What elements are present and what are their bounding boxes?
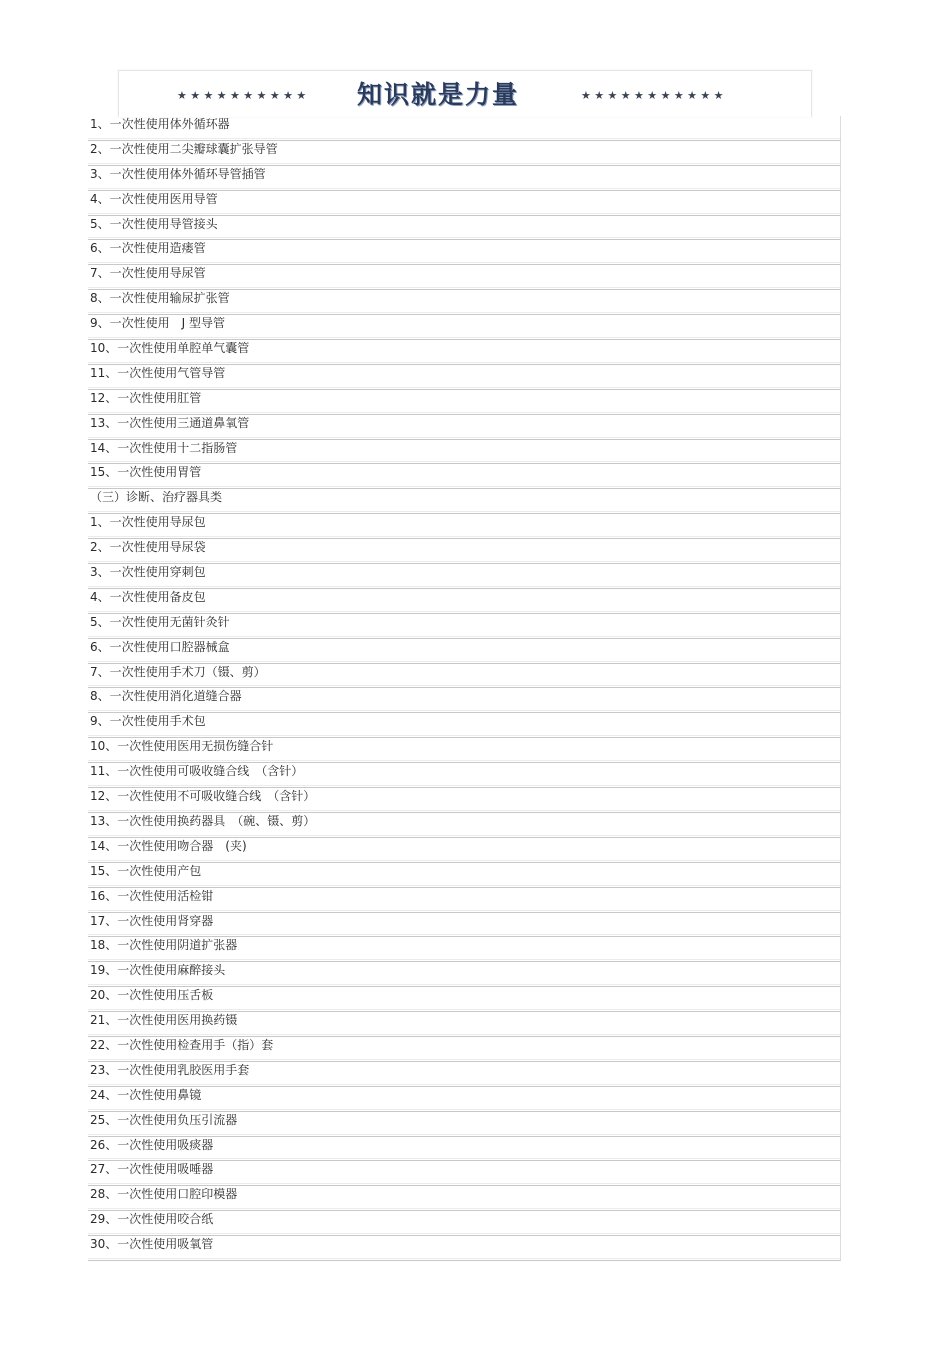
list-item-text: 1、一次性使用体外循环器 [90,117,230,131]
list-item-text: 11、一次性使用可吸收缝合线 （含针） [90,764,304,779]
list-item [88,888,841,913]
list-item [88,464,841,489]
list-item [88,1012,841,1037]
list-item-text: 20、一次性使用压舌板 [90,988,214,1003]
list-item-text: 9、一次性使用手术包 [90,714,206,729]
list-item [88,738,841,763]
list-item [88,639,841,664]
list-item-text: 16、一次性使用活检钳 [90,888,214,903]
list-item-text: 27、一次性使用吸唾器 [90,1162,214,1177]
list-item-text: 5、一次性使用无菌针灸针 [90,614,230,629]
list-item [88,290,841,315]
stars-left-decoration: ★★★★★★★★★★ [177,89,310,102]
list-item-text: 15、一次性使用产包 [90,863,202,878]
list-item [88,1186,841,1211]
list-item-text: 2、一次性使用导尿袋 [90,540,206,555]
list-item-text: 22、一次性使用检查用手（指）套 [90,1037,274,1052]
list-item-text: 21、一次性使用医用换药镊 [90,1013,238,1028]
list-item [88,191,841,216]
list-item [88,564,841,589]
list-item [88,315,841,340]
list-item [88,614,841,639]
list-item-text: 9、一次性使用 J 型导管 [90,316,225,331]
list-item-text: 10、一次性使用单腔单气囊管 [90,341,250,356]
list-item [88,1112,841,1137]
list-item [88,1062,841,1087]
list-item-text: 24、一次性使用鼻镜 [90,1087,202,1102]
list-item [88,1137,841,1162]
list-item-text: （三）诊断、治疗器具类 [90,490,223,505]
list-item-text: 8、一次性使用输尿扩张管 [90,291,230,306]
list-item [88,987,841,1012]
list-item [88,240,841,265]
list-item-text: 28、一次性使用口腔印模器 [90,1187,238,1202]
list-item [88,1161,841,1186]
list-item-text: 14、一次性使用吻合器 (夹) [90,838,247,853]
list-item-text: 2、一次性使用二尖瓣球囊扩张导管 [90,141,278,156]
list-item-text: 19、一次性使用麻醉接头 [90,963,226,978]
list-item [88,141,841,166]
list-item [88,589,841,614]
list-item-text: 1、一次性使用导尿包 [90,515,206,530]
list-item [88,166,841,191]
list-item-text: 29、一次性使用咬合纸 [90,1212,214,1227]
list-item-text: 4、一次性使用医用导管 [90,191,218,206]
list-item [88,664,841,689]
list-item-text: 15、一次性使用胃管 [90,465,202,480]
list-item [88,1236,841,1261]
banner [118,70,812,117]
list-item [88,539,841,564]
list-item-text: 13、一次性使用三通道鼻氧管 [90,415,250,430]
list-item [88,863,841,888]
list-item [88,913,841,938]
list-item [88,763,841,788]
list-item [88,1087,841,1112]
list-item [88,216,841,241]
list-item [88,440,841,465]
list-item [88,415,841,440]
list-item-text: 13、一次性使用换药器具 （碗、镊、剪） [90,813,316,828]
list-item [88,265,841,290]
list-item-text: 26、一次性使用吸痰器 [90,1137,214,1152]
list-item [88,838,841,863]
list-item-text: 8、一次性使用消化道缝合器 [90,689,242,704]
list-item [88,340,841,365]
list-item [88,365,841,390]
list-item-text: 17、一次性使用肾穿器 [90,913,214,928]
list-item-text: 10、一次性使用医用无损伤缝合针 [90,739,274,754]
list-item-text: 6、一次性使用造瘘管 [90,241,206,256]
list-item-text: 11、一次性使用气管导管 [90,365,226,380]
list-item [88,390,841,415]
list-item-text: 14、一次性使用十二指肠管 [90,440,238,455]
list-item-text: 25、一次性使用负压引流器 [90,1112,238,1127]
list-item-text: 7、一次性使用导尿管 [90,266,206,281]
list-item-text: 3、一次性使用体外循环导管插管 [90,166,266,181]
list-item [88,688,841,713]
list-item-text: 12、一次性使用不可吸收缝合线 （含针） [90,789,316,804]
list-item [88,489,841,514]
list-item [88,788,841,813]
stars-right-decoration: ★★★★★★★★★★★ [581,89,727,102]
list-item [88,962,841,987]
list-item-text: 7、一次性使用手术刀（镊、剪） [90,664,266,679]
list-item [88,116,841,141]
list-item [88,1037,841,1062]
list-item-text: 12、一次性使用肛管 [90,390,202,405]
list-item-text: 23、一次性使用乳胶医用手套 [90,1062,250,1077]
list-item-text: 18、一次性使用阴道扩张器 [90,938,238,953]
list-item [88,1211,841,1236]
list-item [88,713,841,738]
list-item [88,937,841,962]
list-item [88,813,841,838]
list-item-text: 3、一次性使用穿刺包 [90,565,206,580]
list-item [88,514,841,539]
list-item-text: 30、一次性使用吸氧管 [90,1237,214,1252]
list-item-text: 6、一次性使用口腔器械盒 [90,639,230,654]
list-item-text: 5、一次性使用导管接头 [90,216,218,231]
banner-title: 知识就是力量 [357,80,520,109]
list-item-text: 4、一次性使用备皮包 [90,589,206,604]
item-list [88,116,841,1261]
